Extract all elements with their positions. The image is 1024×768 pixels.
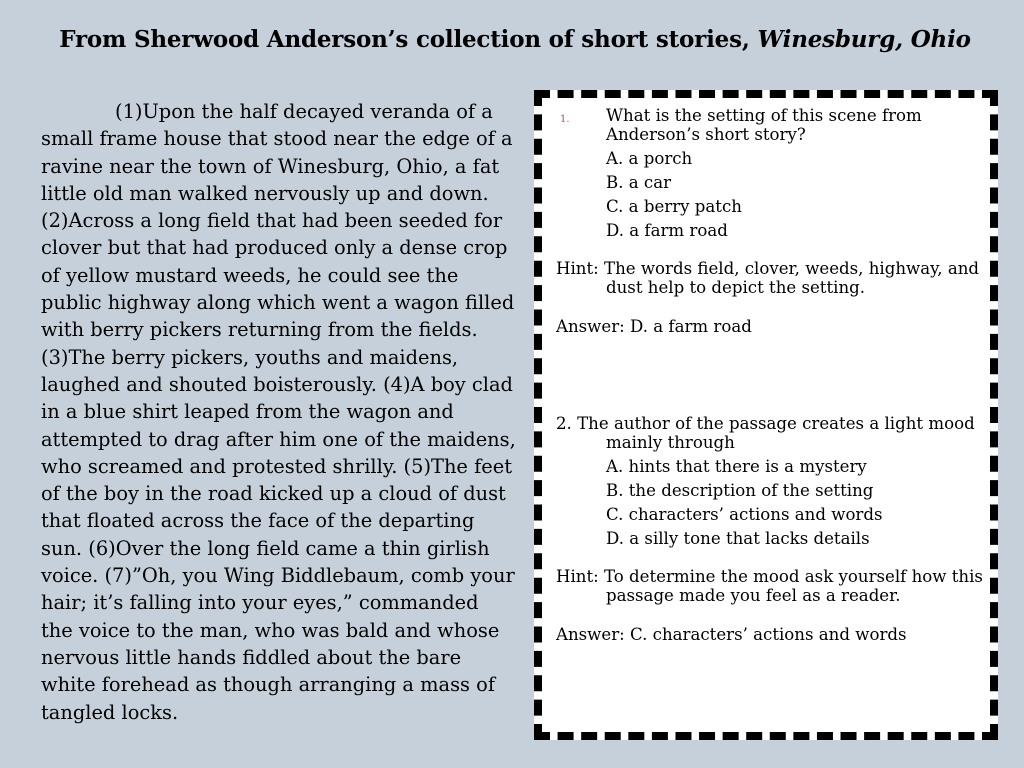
question-2-option-d: D. a silly tone that lacks details (606, 529, 870, 548)
questions-list (556, 106, 996, 644)
question-1-text: What is the setting of this scene from Anderson’s short story? (606, 106, 922, 144)
question-2-hint: Hint: To determine the mood ask yourself how this passage made you feel as a reader. (556, 567, 983, 605)
question-panel (534, 90, 998, 740)
book-title: Winesburg, Ohio (757, 26, 971, 53)
question-2-option-a: A. hints that there is a mystery (606, 457, 867, 476)
story-passage: (1)Upon the half decayed veranda of a small frame house that stood near the edge of a ravine near the town of Winesburg, Ohio, a fat little old man walked nervously up and down. (2)Across a long field that had been seeded for clover but that had produced only a dense crop of yellow mustard weeds, he could see the public highway along which went a wagon filled with berry pickers returning from the fields. (3)The berry pickers, youths and maidens, laughed and shouted boisterously. (4)A boy clad in a blue shirt leaped from the wagon and attempted to drag after him one of the maidens, who screamed and protested shrilly. (5)The feet of the boy in the road kicked up a cloud of dust that floated across the face of the departing sun. (6)Over the long field came a thin girlish voice. (7)”Oh, you Wing Biddlebaum, comb your hair; it’s falling into your eyes,” commanded the voice to the man, who was bald and whose nervous little hands fiddled about the bare white forehead as though arranging a mass of tangled locks. (41, 100, 516, 724)
question-2-option-c: C. characters’ actions and words (606, 505, 883, 524)
question-1-number: 1. (560, 114, 570, 125)
question-1-answer: Answer: D. a farm road (556, 317, 752, 336)
question-2-option-b: B. the description of the setting (606, 481, 874, 500)
question-1-option-a: A. a porch (606, 149, 693, 168)
title-prefix: From Sherwood Anderson’s collection of short stories, (59, 26, 750, 53)
question-1-option-c: C. a berry patch (606, 197, 742, 216)
question-2-answer: Answer: C. characters’ actions and words (556, 625, 907, 644)
question-1-option-d: D. a farm road (606, 221, 728, 240)
question-2-text: 2. The author of the passage creates a light mood mainly through (556, 414, 975, 452)
question-1 (556, 106, 996, 144)
question-1-hint: Hint: The words field, clover, weeds, highway, and dust help to depict the setting. (556, 259, 980, 297)
slide-title (0, 26, 1024, 53)
question-1-option-b: B. a car (606, 173, 672, 192)
